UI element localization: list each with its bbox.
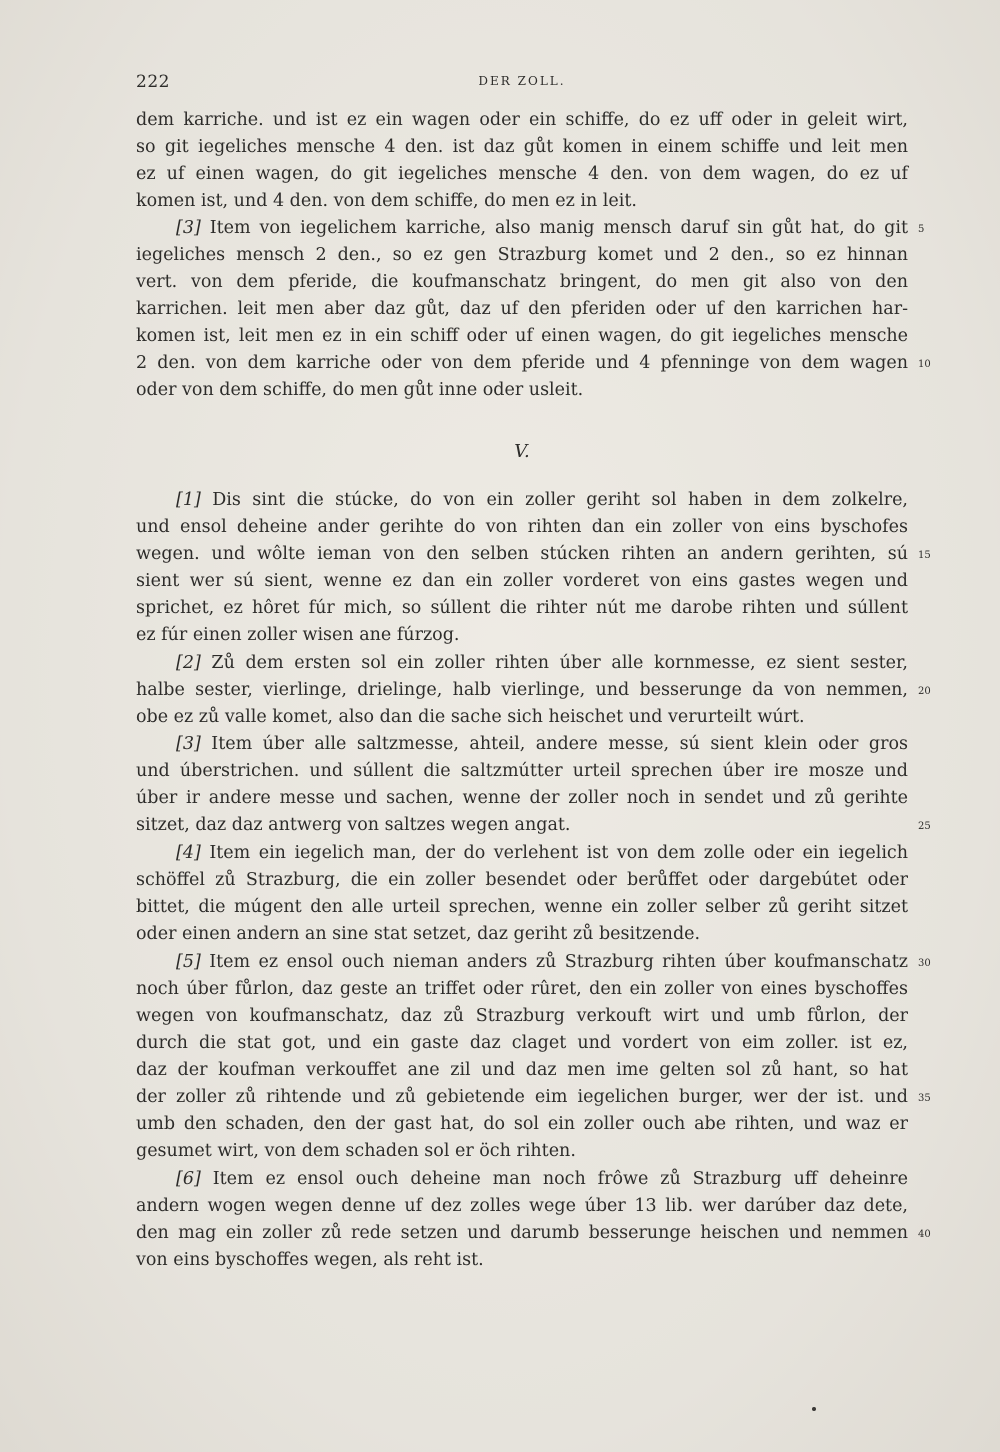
text-line: bittet, die múgent den alle urteil sprechen, wenne ein zoller selber zů geriht sitzet	[136, 897, 908, 917]
text-line: [4] Item ein iegelich man, der do verlehent ist von dem zolle oder ein iegelich	[176, 843, 908, 863]
text-line: obe ez zů valle komet, also dan die sache sich heischet und verurteilt wúrt.	[136, 707, 805, 727]
margin-line-number: 10	[918, 359, 931, 370]
text-line: úber ir andere messe und sachen, wenne der zoller noch in sendet und zů gerihte	[136, 788, 908, 808]
text-line: und úberstrichen. und súllent die saltzmútter urteil sprechen úber ire mosze und	[136, 761, 908, 781]
text-line: noch úber fůrlon, daz geste an triffet oder rûret, den ein zoller von eines byschoffes	[136, 979, 908, 999]
paragraph-marker: [2]	[176, 653, 201, 673]
text-line: [6] Item ez ensol ouch deheine man noch frôwe zů Strazburg uff deheinre	[176, 1169, 908, 1189]
text-line: so git iegeliches mensche 4 den. ist daz gůt komen in einem schiffe und leit men	[136, 137, 908, 157]
text-line: sprichet, ez hôret fúr mich, so súllent die rihter nút me darobe rihten und súllent	[136, 598, 908, 618]
text-line: [2] Zů dem ersten sol ein zoller rihten úber alle kornmesse, ez sient sester,	[176, 653, 908, 673]
text-line: der zoller zů rihtende und zů gebietende eim iegelichen burger, wer der ist. und	[136, 1087, 908, 1107]
text-line: sitzet, daz daz antwerg von saltzes wegen angat.	[136, 815, 571, 835]
text-line: [3] Item von iegelichem karriche, also manig mensch daruf sin gůt hat, do git	[176, 218, 908, 238]
paragraph-marker: [6]	[176, 1169, 201, 1189]
margin-line-number: 35	[918, 1093, 931, 1104]
margin-line-number: 20	[918, 686, 931, 697]
text-line: [3] Item úber alle saltzmesse, ahteil, andere messe, sú sient klein oder gros	[176, 734, 908, 754]
text-line: den mag ein zoller zů rede setzen und darumb besserunge heischen und nemmen	[136, 1223, 908, 1243]
text-line: von eins byschoffes wegen, als reht ist.	[136, 1250, 484, 1270]
section-heading: V.	[514, 441, 530, 462]
paragraph-marker: [4]	[176, 843, 201, 863]
text-line: daz der koufman verkouffet ane zil und daz men ime gelten sol zů hant, so hat	[136, 1060, 908, 1080]
text-line: dem karriche. und ist ez ein wagen oder ein schiffe, do ez uff oder in geleit wirt,	[136, 110, 908, 130]
paragraph-marker: [3]	[176, 734, 201, 754]
text-line: komen ist, leit men ez in ein schiff oder uf einen wagen, do git iegeliches mensche	[136, 326, 908, 346]
paragraph-marker: [1]	[176, 490, 201, 510]
text-line: 2 den. von dem karriche oder von dem pferide und 4 pfenninge von dem wagen	[136, 353, 908, 373]
margin-line-number: 40	[918, 1229, 931, 1240]
text-line: karrichen. leit men aber daz gůt, daz uf den pferiden oder uf den karrichen har-	[136, 299, 908, 319]
paragraph-marker: [3]	[176, 218, 201, 238]
text-line: [5] Item ez ensol ouch nieman anders zů Strazburg rihten úber koufmanschatz	[176, 952, 908, 972]
text-line: andern wogen wegen denne uf dez zolles wege úber 13 lib. wer darúber daz dete,	[136, 1196, 908, 1216]
text-line: durch die stat got, und ein gaste daz claget und vordert von eim zoller. ist ez,	[136, 1033, 908, 1053]
text-line: vert. von dem pferide, die koufmanschatz bringent, do men git also von den	[136, 272, 908, 292]
text-line: gesumet wirt, von dem schaden sol er öch rihten.	[136, 1141, 576, 1161]
margin-line-number: 30	[918, 958, 931, 969]
running-head	[136, 72, 908, 96]
text-line: sient wer sú sient, wenne ez dan ein zoller vorderet von eins gastes wegen und	[136, 571, 908, 591]
text-line: halbe sester, vierlinge, drielinge, halb vierlinge, und besserunge da von nemmen,	[136, 680, 908, 700]
margin-line-number: 25	[918, 821, 931, 832]
text-line: und ensol deheine ander gerihte do von rihten dan ein zoller von eins byschofes	[136, 517, 908, 537]
running-title: DER ZOLL.	[478, 74, 566, 88]
text-line: oder von dem schiffe, do men gůt inne oder usleit.	[136, 380, 584, 400]
text-line: wegen von koufmanschatz, daz zů Strazburg verkouft wirt und umb fůrlon, der	[136, 1006, 908, 1026]
text-line: oder einen andern an sine stat setzet, daz geriht zů besitzende.	[136, 924, 701, 944]
margin-line-number: 15	[918, 550, 931, 561]
text-line: komen ist, und 4 den. von dem schiffe, do men ez in leit.	[136, 191, 637, 211]
text-line: schöffel zů Strazburg, die ein zoller besendet oder berůffet oder dargebútet oder	[136, 870, 908, 890]
margin-line-number: 5	[918, 224, 925, 235]
text-line: umb den schaden, den der gast hat, do sol ein zoller ouch abe rihten, und waz er	[136, 1114, 908, 1134]
text-line: [1] Dis sint die stúcke, do von ein zoller geriht sol haben in dem zolkelre,	[176, 490, 908, 510]
paragraph-marker: [5]	[176, 952, 201, 972]
text-line: wegen. und wôlte ieman von den selben stúcken rihten an andern gerihten, sú	[136, 544, 908, 564]
ink-speck	[812, 1407, 816, 1411]
text-line: ez uf einen wagen, do git iegeliches mensche 4 den. von dem wagen, do ez uf	[136, 164, 908, 184]
text-line: ez fúr einen zoller wisen ane fúrzog.	[136, 625, 460, 645]
text-line: iegeliches mensch 2 den., so ez gen Strazburg komet und 2 den., so ez hinnan	[136, 245, 908, 265]
page-number: 222	[136, 72, 170, 92]
